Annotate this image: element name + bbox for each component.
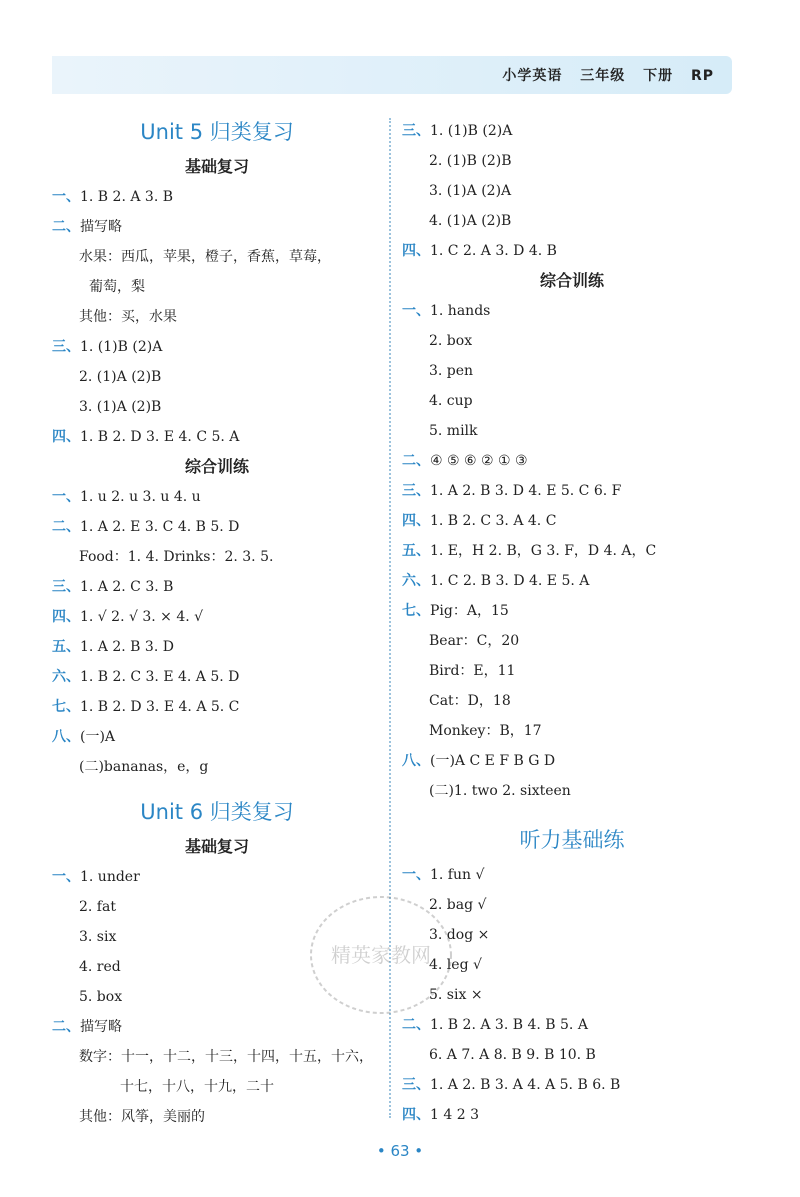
listening-title: 听力基础练 xyxy=(519,828,625,852)
answer-row: Bear：C，20 xyxy=(429,633,520,649)
answer-row: 一、1. fun √ xyxy=(402,867,485,883)
answer-row: 3. (1)A (2)B xyxy=(79,399,162,415)
answer-row: 四、1. C 2. A 3. D 4. B xyxy=(402,243,557,259)
answer-row: 一、1. under xyxy=(52,869,140,885)
answer-row: 6. A 7. A 8. B 9. B 10. B xyxy=(429,1047,596,1063)
header-info xyxy=(490,65,714,85)
answer-row: 二、1. A 2. E 3. C 4. B 5. D xyxy=(52,519,240,535)
answer-row: Cat：D，18 xyxy=(429,693,511,709)
answer-row: 4. red xyxy=(79,959,121,975)
unit6-basic-title: 基础复习 xyxy=(184,837,249,856)
answer-row: 2. fat xyxy=(79,899,116,915)
unit5-basic-title: 基础复习 xyxy=(184,157,249,176)
answer-row: Bird：E，11 xyxy=(429,663,516,679)
answer-row: 三、1. A 2. C 3. B xyxy=(52,579,174,595)
answer-row: 2. (1)A (2)B xyxy=(79,369,162,385)
header-grade: 三年级 xyxy=(580,68,626,84)
answer-row: 六、1. B 2. C 3. E 4. A 5. D xyxy=(52,669,240,685)
answer-row: 八、(一)A xyxy=(52,729,116,745)
header-edition: RP xyxy=(690,68,714,84)
answer-row: 四、1 4 2 3 xyxy=(402,1107,479,1123)
answer-row: 其他：买，水果 xyxy=(79,309,177,325)
answer-row: 一、1. B 2. A 3. B xyxy=(52,189,174,205)
header-volume: 下册 xyxy=(643,68,674,84)
answer-row: (二)1. two 2. sixteen xyxy=(429,783,571,799)
answer-row: 数字：十一，十二，十三，十四，十五，十六， xyxy=(79,1049,373,1065)
answer-row: 十七，十八，十九，二十 xyxy=(120,1079,274,1095)
answer-row: 二、描写略 xyxy=(52,1019,122,1035)
answer-row: 其他：风筝，美丽的 xyxy=(79,1109,205,1125)
answer-row: 五、1. E，H 2. B，G 3. F，D 4. A，C xyxy=(402,543,657,559)
answer-row: 4. (1)A (2)B xyxy=(429,213,512,229)
answer-row: 三、1. (1)B (2)A xyxy=(52,339,163,355)
watermark-stamp xyxy=(306,890,456,1020)
answer-row: 四、1. √ 2. √ 3. × 4. √ xyxy=(52,609,204,625)
answer-row: 葡萄，梨 xyxy=(89,279,145,295)
header-bar xyxy=(52,56,732,94)
answer-row: 七、Pig：A，15 xyxy=(402,603,509,619)
unit6-title: Unit 6 归类复习 xyxy=(140,800,294,824)
answer-row: 六、1. C 2. B 3. D 4. E 5. A xyxy=(402,573,590,589)
answer-row: 五、1. A 2. B 3. D xyxy=(52,639,174,655)
answer-row: 四、1. B 2. D 3. E 4. C 5. A xyxy=(52,429,240,445)
answer-row: 三、1. A 2. B 3. A 4. A 5. B 6. B xyxy=(402,1077,621,1093)
watermark-text: 精英家教网 xyxy=(331,943,431,967)
answer-row: 七、1. B 2. D 3. E 4. A 5. C xyxy=(52,699,240,715)
answer-row: 一、1. u 2. u 3. u 4. u xyxy=(52,489,201,505)
answer-row: 3. (1)A (2)A xyxy=(429,183,512,199)
answer-row: Food：1. 4. Drinks：2. 3. 5. xyxy=(79,549,274,565)
answer-row: 二、④ ⑤ ⑥ ② ① ③ xyxy=(402,453,528,469)
answer-row: 一、1. hands xyxy=(402,303,491,319)
answer-row: (二)bananas，e，g xyxy=(79,759,209,775)
answer-row: 二、描写略 xyxy=(52,219,122,235)
answer-row: 三、1. A 2. B 3. D 4. E 5. C 6. F xyxy=(402,483,622,499)
answer-row: 三、1. (1)B (2)A xyxy=(402,123,513,139)
answer-row: 2. bag √ xyxy=(429,897,487,913)
answer-row: 5. six × xyxy=(429,987,483,1003)
answer-row: 5. milk xyxy=(429,423,478,439)
page-number: • 63 • xyxy=(376,1142,424,1160)
answer-row: 3. pen xyxy=(429,363,474,379)
unit5-practice-title: 综合训练 xyxy=(184,457,249,476)
answer-row: Monkey：B，17 xyxy=(429,723,542,739)
header-subject: 小学英语 xyxy=(502,68,563,84)
answer-row: 八、(一)A C E F B G D xyxy=(402,753,556,769)
answer-row: 2. box xyxy=(429,333,473,349)
answer-row: 水果：西瓜，苹果，橙子，香蕉，草莓， xyxy=(79,249,331,265)
answer-row: 3. dog × xyxy=(429,927,490,943)
unit5-title: Unit 5 归类复习 xyxy=(140,120,294,144)
answer-row: 3. six xyxy=(79,929,117,945)
answer-row: 四、1. B 2. C 3. A 4. C xyxy=(402,513,557,529)
answer-row: 4. leg √ xyxy=(429,957,482,973)
answer-row: 2. (1)B (2)B xyxy=(429,153,512,169)
answer-row: 5. box xyxy=(79,989,123,1005)
answer-row: 4. cup xyxy=(429,393,473,409)
right-practice-title: 综合训练 xyxy=(539,271,604,290)
answer-row: 二、1. B 2. A 3. B 4. B 5. A xyxy=(402,1017,588,1033)
